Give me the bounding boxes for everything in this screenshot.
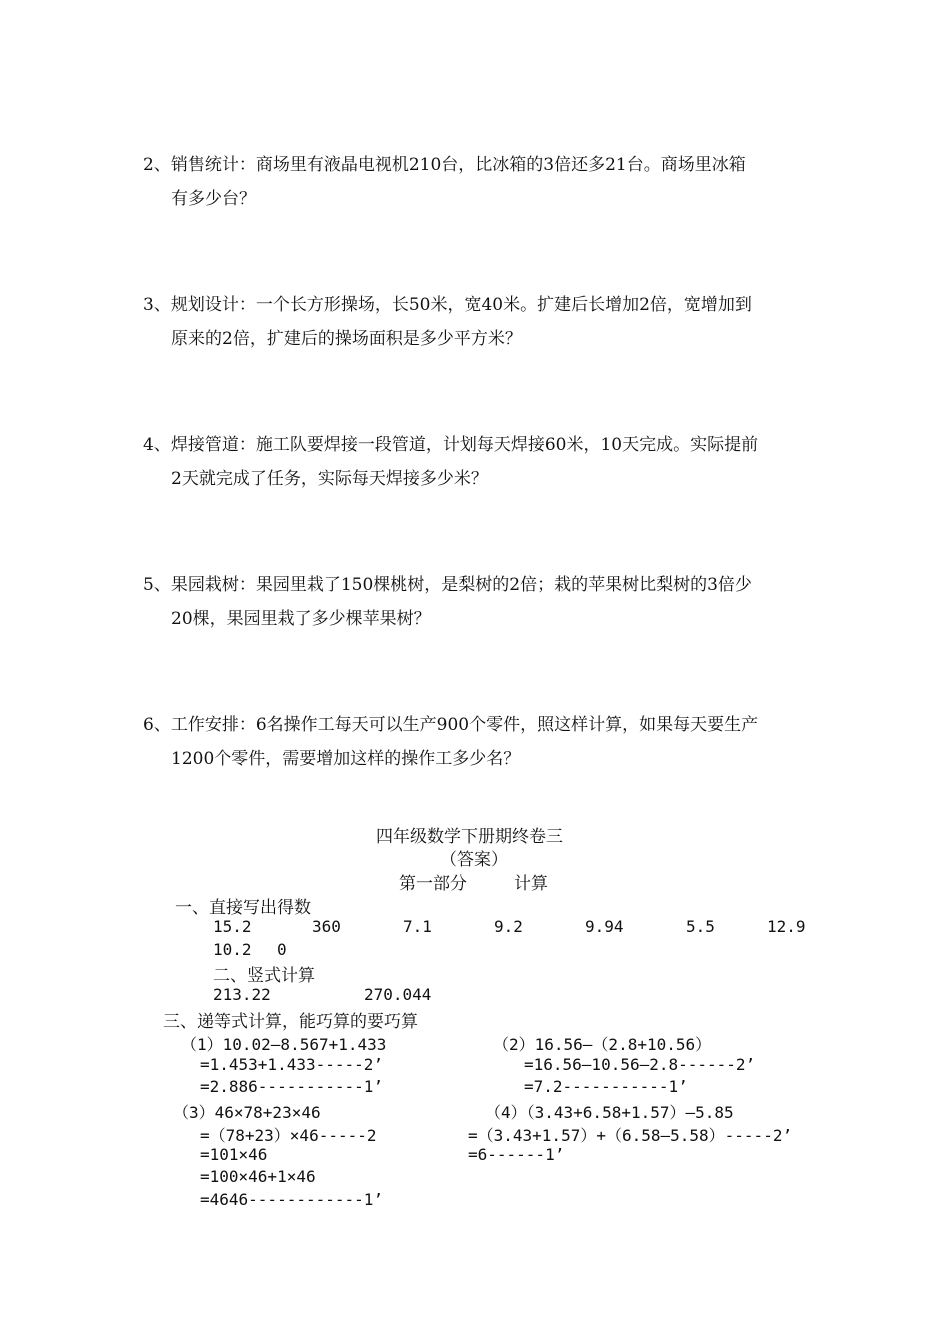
part-title: 第一部分 [399,874,467,894]
problem-1-line: =2.886-----------1’ [200,1077,384,1096]
answer-value: 270.044 [364,985,432,1004]
answer-value: 213.22 [213,985,271,1004]
question-line: 20棵，果园里栽了多少棵苹果树？ [171,609,431,629]
problem-1-line: =1.453+1.433-----2’ [200,1055,384,1074]
problem-2-line: =7.2-----------1’ [524,1077,688,1096]
answer-key-subtitle: （答案） [440,850,508,870]
question-line: 原来的2倍，扩建后的操场面积是多少平方米？ [171,329,522,349]
section-1-heading: 一、直接写出得数 [175,898,311,918]
section-2-heading: 二、竖式计算 [213,966,315,986]
problem-2-line: =16.56—10.56—2.8------2’ [524,1055,756,1074]
question-line: 有多少台？ [171,189,256,209]
answer-value: 12.9 [767,917,806,936]
section-3-heading: 三、递等式计算，能巧算的要巧算 [163,1012,418,1032]
problem-1-line: （1）10.02—8.567+1.433 [181,1035,387,1054]
question-line: 2天就完成了任务，实际每天焊接多少米？ [171,469,488,489]
problem-4-line: =（3.43+1.57）+（6.58—5.58）-----2’ [468,1126,793,1145]
part-name: 计算 [514,874,548,894]
question-line: 1200个零件，需要增加这样的操作工多少名？ [171,749,521,769]
question-line: 2、销售统计：商场里有液晶电视机210台，比冰箱的3倍还多21台。商场里冰箱 [143,155,746,175]
question-4 [143,428,813,496]
problem-3-line: （3）46×78+23×46 [173,1103,321,1122]
answer-value: 7.1 [403,917,432,936]
answer-value: 360 [312,917,341,936]
problem-3-line: =101×46 [200,1145,268,1164]
problem-3-line: =100×46+1×46 [200,1167,316,1186]
problem-2-line: （2）16.56—（2.8+10.56） [493,1035,712,1054]
answer-value: 10.2 [213,940,252,959]
problem-4-line: =6------1’ [468,1145,565,1164]
answer-value: 9.94 [585,917,624,936]
answer-value: 15.2 [213,917,252,936]
question-5 [143,568,813,636]
answer-value: 9.2 [494,917,523,936]
problem-4-line: （4）（3.43+6.58+1.57）—5.85 [485,1103,734,1122]
answer-value: 0 [277,940,287,959]
question-3 [143,288,813,356]
question-line: 3、规划设计：一个长方形操场，长50米，宽40米。扩建后长增加2倍，宽增加到 [143,295,752,315]
question-line: 4、焊接管道：施工队要焊接一段管道，计划每天焊接60米，10天完成。实际提前 [143,435,759,455]
problem-3-line: =（78+23）×46-----2 [200,1126,377,1145]
question-line: 5、果园栽树：果园里栽了150棵桃树，是梨树的2倍；栽的苹果树比梨树的3倍少 [143,575,752,595]
answer-key-title: 四年级数学下册期终卷三 [376,827,563,847]
question-2 [143,148,813,216]
problem-3-line: =4646------------1’ [200,1190,384,1209]
answer-value: 5.5 [686,917,715,936]
question-6 [143,708,813,776]
question-line: 6、工作安排：6名操作工每天可以生产900个零件，照这样计算，如果每天要生产 [143,715,759,735]
